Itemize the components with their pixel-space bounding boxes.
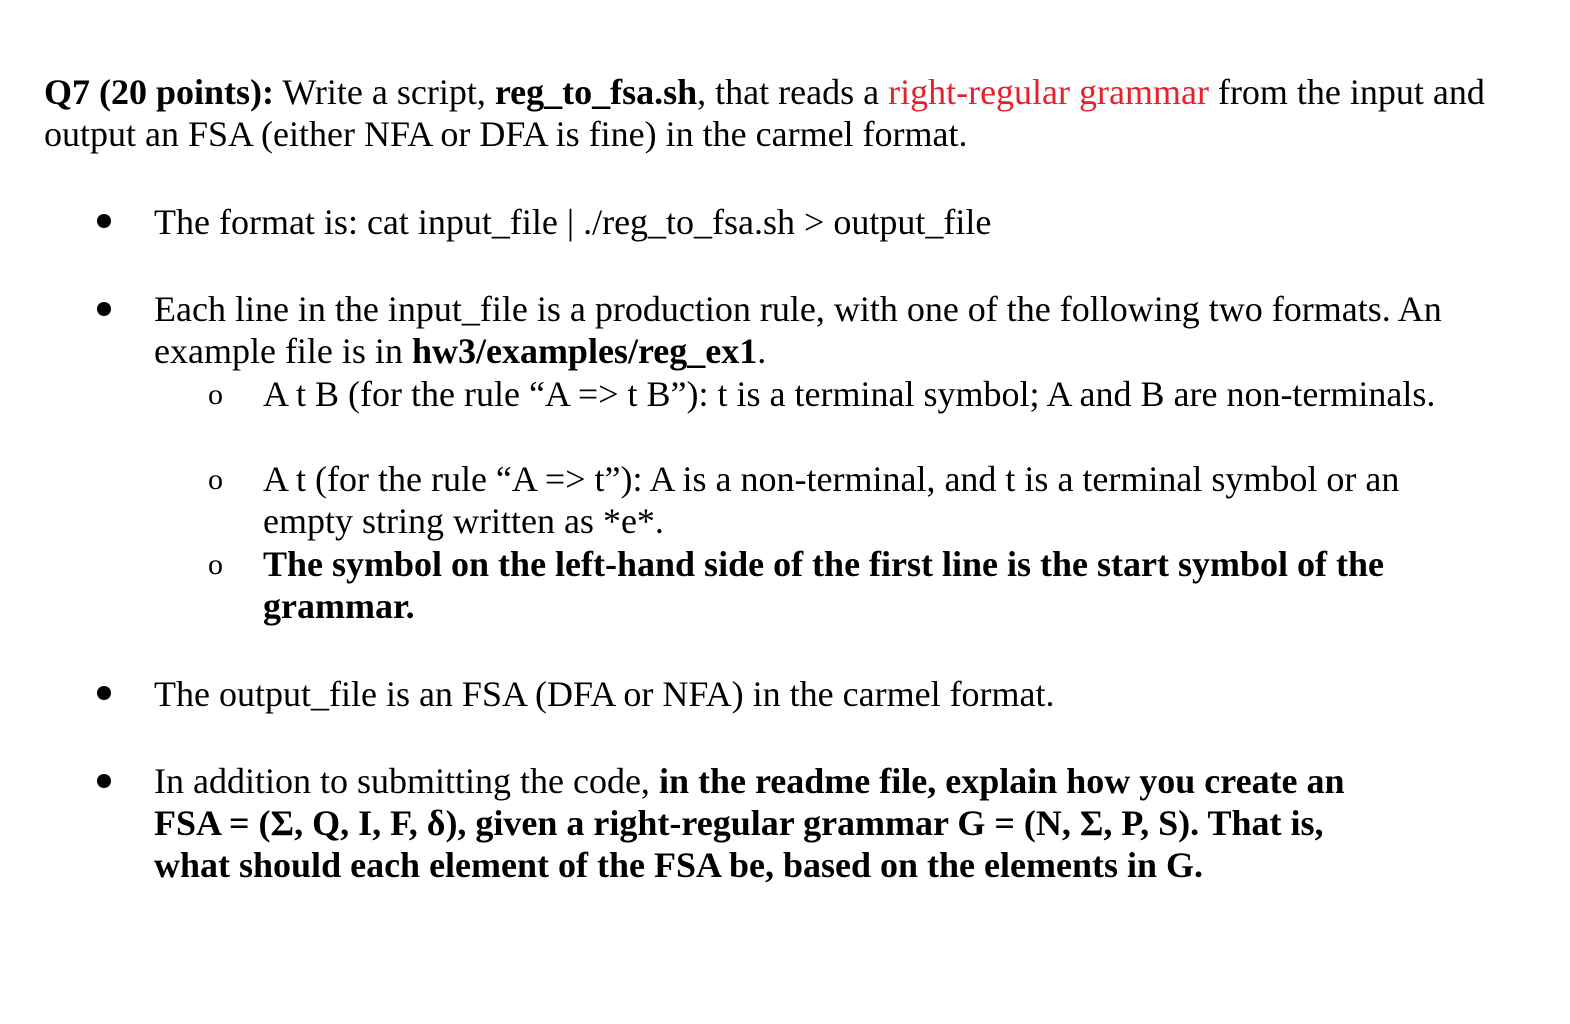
grammar-highlight: right-regular grammar — [888, 72, 1209, 112]
question-text-1: Write a script, — [274, 72, 495, 112]
bullet-input-text-2: . — [757, 331, 767, 371]
bullet-output-file: The output_file is an FSA (DFA or NFA) in the carmel format. — [154, 674, 1055, 714]
bullet-readme — [154, 760, 1384, 886]
bullet-readme-text-1: In addition to submitting the code, — [154, 761, 659, 801]
bullet-dot-2 — [97, 302, 111, 316]
bullet-readme-bold: in the readme file, explain how you create an FSA = (Σ, Q, I, F, δ), given a right-regular grammar G = (N, Σ, P, S). That is, what should each element of the FSA be, based on the elements in G. — [154, 761, 1345, 885]
example-path: hw3/examples/reg_ex1 — [411, 331, 758, 371]
bullet-format: The format is: cat input_file | ./reg_to_fsa.sh > output_file — [154, 202, 992, 242]
question-label: Q7 (20 points): — [44, 72, 275, 112]
bullet-dot-3 — [97, 686, 111, 700]
bullet-dot-1 — [97, 214, 111, 228]
sub-marker-3: o — [208, 548, 223, 581]
question-text-3: from the input and output an FSA (either NFA or DFA is fine) in the carmel format. — [44, 72, 1485, 154]
script-name: reg_to_fsa.sh — [494, 72, 698, 112]
sub-marker-2: o — [208, 463, 223, 496]
sub-marker-1: o — [208, 378, 223, 411]
sub-rule-at: A t (for the rule “A => t”): A is a non-terminal, and t is a terminal symbol or an empty string written as *e*. — [263, 459, 1400, 541]
bullet-dot-4 — [97, 774, 111, 788]
bullet-input-text-1: Each line in the input_file is a production rule, with one of the following two formats. An example file is in — [154, 289, 1442, 371]
question-header — [44, 71, 1524, 155]
sub-start-symbol — [263, 543, 1463, 627]
bullet-input-file — [154, 288, 1484, 372]
sub-start-symbol-text: The symbol on the left-hand side of the first line is the start symbol of the grammar. — [263, 544, 1384, 626]
sub-rule-atb: A t B (for the rule “A => t B”): t is a terminal symbol; A and B are non-terminals. — [263, 374, 1436, 414]
question-text-2: , that reads a — [697, 72, 889, 112]
